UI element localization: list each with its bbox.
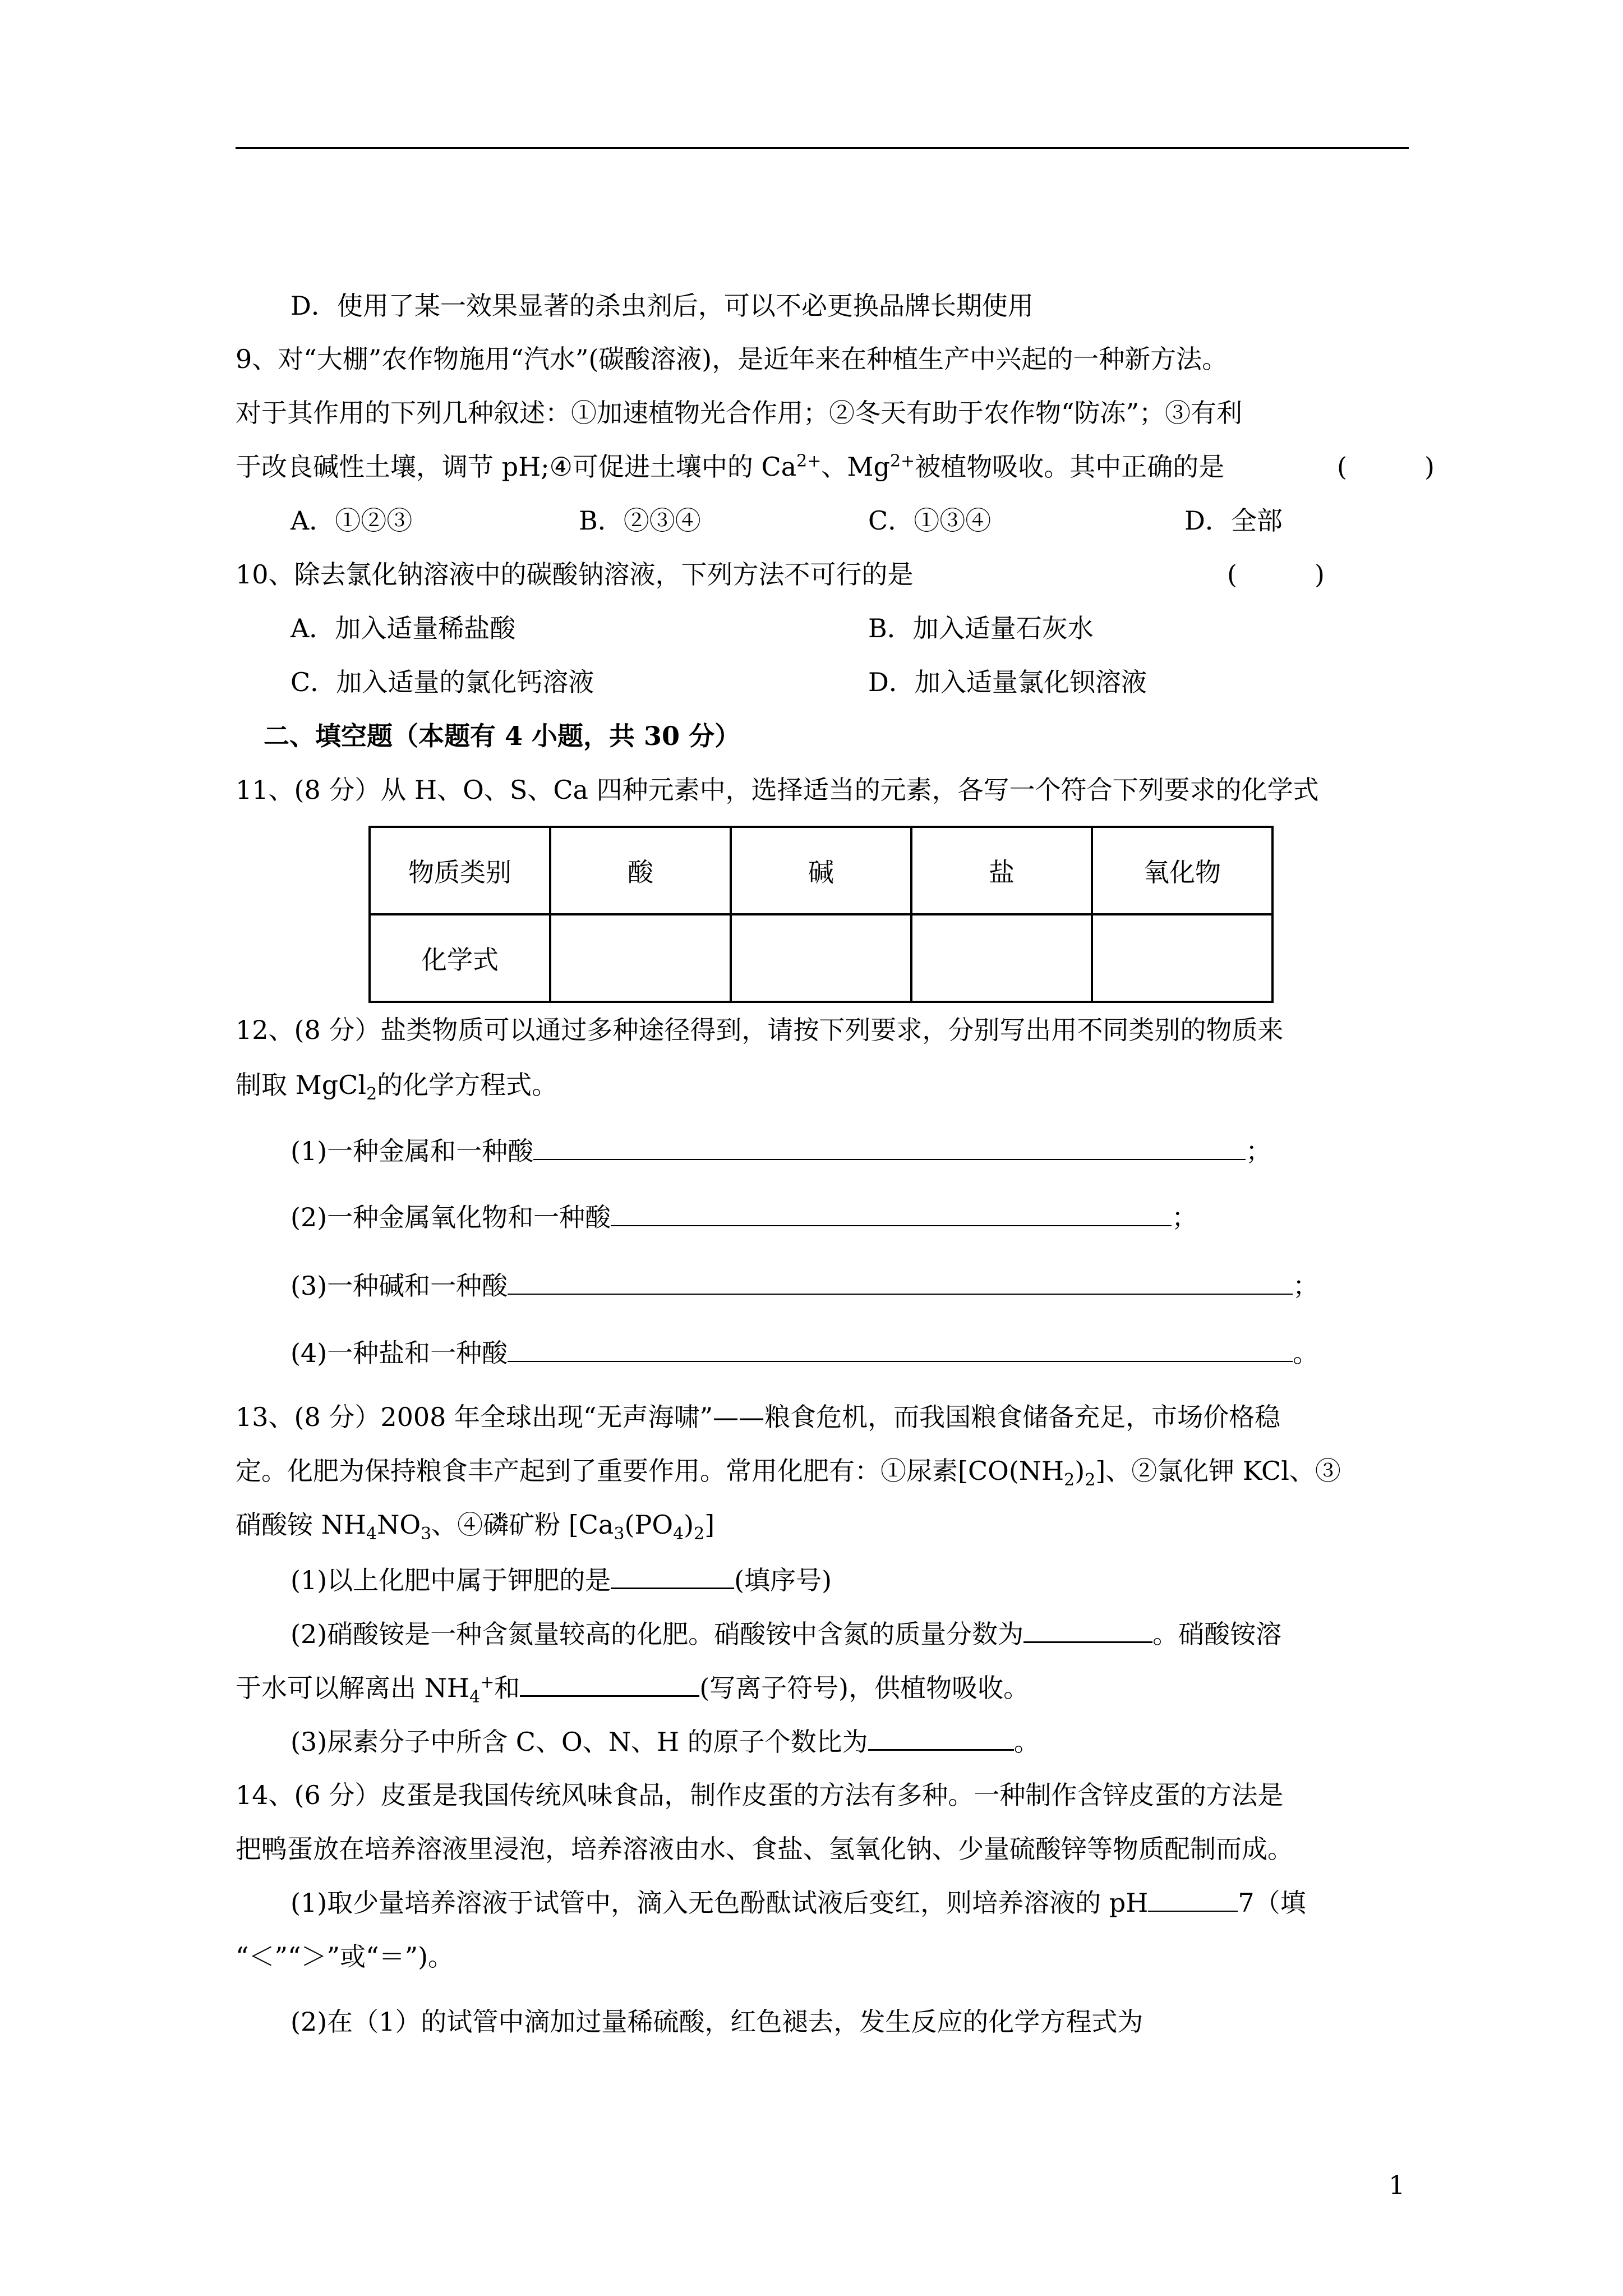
q13-item2: (2)硝酸铵是一种含氮量较高的化肥。硝酸铵中含氮的质量分数为 。硝酸铵溶	[291, 1617, 1281, 1651]
q9-answer-paren: ( )	[1337, 452, 1435, 482]
table-header-cell: 碱	[731, 827, 911, 914]
answer-blank	[611, 1200, 1172, 1226]
q9-option-c: C．①③④	[868, 505, 992, 536]
q10-option-c: C．加入适量的氯化钙溶液	[291, 667, 594, 697]
table-header-cell: 酸	[550, 827, 731, 914]
table-header-cell: 氧化物	[1092, 827, 1272, 914]
q10-option-d: D．加入适量氯化钡溶液	[868, 667, 1147, 697]
q9-line1: 9、对“大棚”农作物施用“汽水”(碳酸溶液)，是近年来在种植生产中兴起的一种新方法。	[236, 344, 1228, 374]
q10-option-a: A．加入适量稀盐酸	[291, 613, 516, 643]
q14-line2: 把鸭蛋放在培养溶液里浸泡，培养溶液由水、食盐、氢氧化钠、少量硫酸锌等物质配制而成。	[236, 1834, 1293, 1864]
q13-item2-line2: 于水可以解离出 $NH_4^+$和 (写离子符号)，供植物吸收。	[236, 1671, 1029, 1705]
answer-blank	[868, 1724, 1014, 1751]
q10-option-b: B．加入适量石灰水	[868, 613, 1094, 643]
header-rule	[236, 147, 1409, 149]
table-header-cell: 盐	[911, 827, 1092, 914]
q14-line1: 14、(6 分）皮蛋是我国传统风味食品，制作皮蛋的方法有多种。一种制作含锌皮蛋的方法是	[236, 1780, 1284, 1810]
q12-item1: (1)一种金属和一种酸 ；	[291, 1134, 1271, 1168]
q10-answer-paren: ( )	[1227, 559, 1325, 590]
q10-stem: 10、除去氯化钠溶液中的碳酸钠溶液，下列方法不可行的是	[236, 559, 914, 590]
section-title: 二、填空题（本题有 4 小题，共 30 分）	[264, 721, 741, 751]
q13-item1: (1)以上化肥中属于钾肥的是 (填序号)	[291, 1563, 832, 1597]
q12-line1: 12、(8 分）盐类物质可以通过多种途径得到，请按下列要求，分别写出用不同类别的物质来	[236, 1015, 1284, 1045]
q13-line3: 硝酸铵 $NH_4NO_3$、④磷矿粉 $[Ca_3(PO_4)_2]$	[236, 1510, 715, 1544]
answer-cell	[550, 914, 731, 1002]
answer-cell	[911, 914, 1092, 1002]
answer-blank	[508, 1269, 1293, 1295]
answer-blank	[520, 1671, 699, 1697]
q12-item3: (3)一种碱和一种酸 ；	[291, 1269, 1318, 1303]
table-row	[370, 914, 1272, 1002]
q12-line2: 制取 MgCl$_2$的化学方程式。	[236, 1070, 558, 1105]
q12-item4: (4)一种盐和一种酸 。	[291, 1336, 1318, 1370]
answer-blank	[1023, 1617, 1152, 1643]
q9-option-a: A．①②③	[291, 505, 413, 536]
q9-line2: 对于其作用的下列几种叙述：①加速植物光合作用；②冬天有助于农作物“防冻”；③有利	[236, 398, 1243, 428]
q9-option-b: B．②③④	[579, 505, 701, 536]
answer-blank	[533, 1134, 1246, 1160]
q11-stem: 11、(8 分）从 H、O、S、Ca 四种元素中，选择适当的元素，各写一个符合下列要求的化学式	[236, 775, 1319, 805]
q13-line1: 13、(8 分）2008 年全球出现“无声海啸”——粮食危机，而我国粮食储备充足，市场价格稳	[236, 1402, 1281, 1432]
answer-blank	[508, 1336, 1293, 1362]
answer-cell	[731, 914, 911, 1002]
q9-option-d: D．全部	[1184, 505, 1283, 536]
answer-blank	[1148, 1886, 1238, 1912]
q14-item1: (1)取少量培养溶液于试管中，滴入无色酚酞试液后变红，则培养溶液的 pH 7（填	[291, 1886, 1306, 1920]
table-header-cell: 物质类别	[370, 827, 550, 914]
q14-item1-line2: “＜”“＞”或“＝”)。	[236, 1941, 454, 1972]
q13-item3: (3)尿素分子中所含 C、O、N、H 的原子个数比为 。	[291, 1724, 1040, 1759]
q12-item2: (2)一种金属氧化物和一种酸 ；	[291, 1200, 1197, 1234]
answer-blank	[611, 1563, 734, 1589]
table-row	[370, 827, 1272, 914]
q13-line2: 定。化肥为保持粮食丰产起到了重要作用。常用化肥有：①尿素$[CO(NH_2)_2]$、②氯化钾 KCl、③	[236, 1456, 1341, 1490]
q9-line3: 于改良碱性土壤，调节 pH;④可促进土壤中的 $Ca^{2+}$、$Mg^{2+}$被植物吸收。其中正确的是	[236, 451, 1225, 482]
q8-option-d: D．使用了某一效果显著的杀虫剂后，可以不必更换品牌长期使用	[291, 291, 1034, 321]
q14-item2: (2)在（1）的试管中滴加过量稀硫酸，红色褪去，发生反应的化学方程式为	[291, 2007, 1144, 2037]
answer-cell	[1092, 914, 1272, 1002]
substance-table	[368, 826, 1274, 1003]
table-row-label: 化学式	[370, 914, 550, 1002]
page-number: 1	[1389, 2170, 1405, 2200]
